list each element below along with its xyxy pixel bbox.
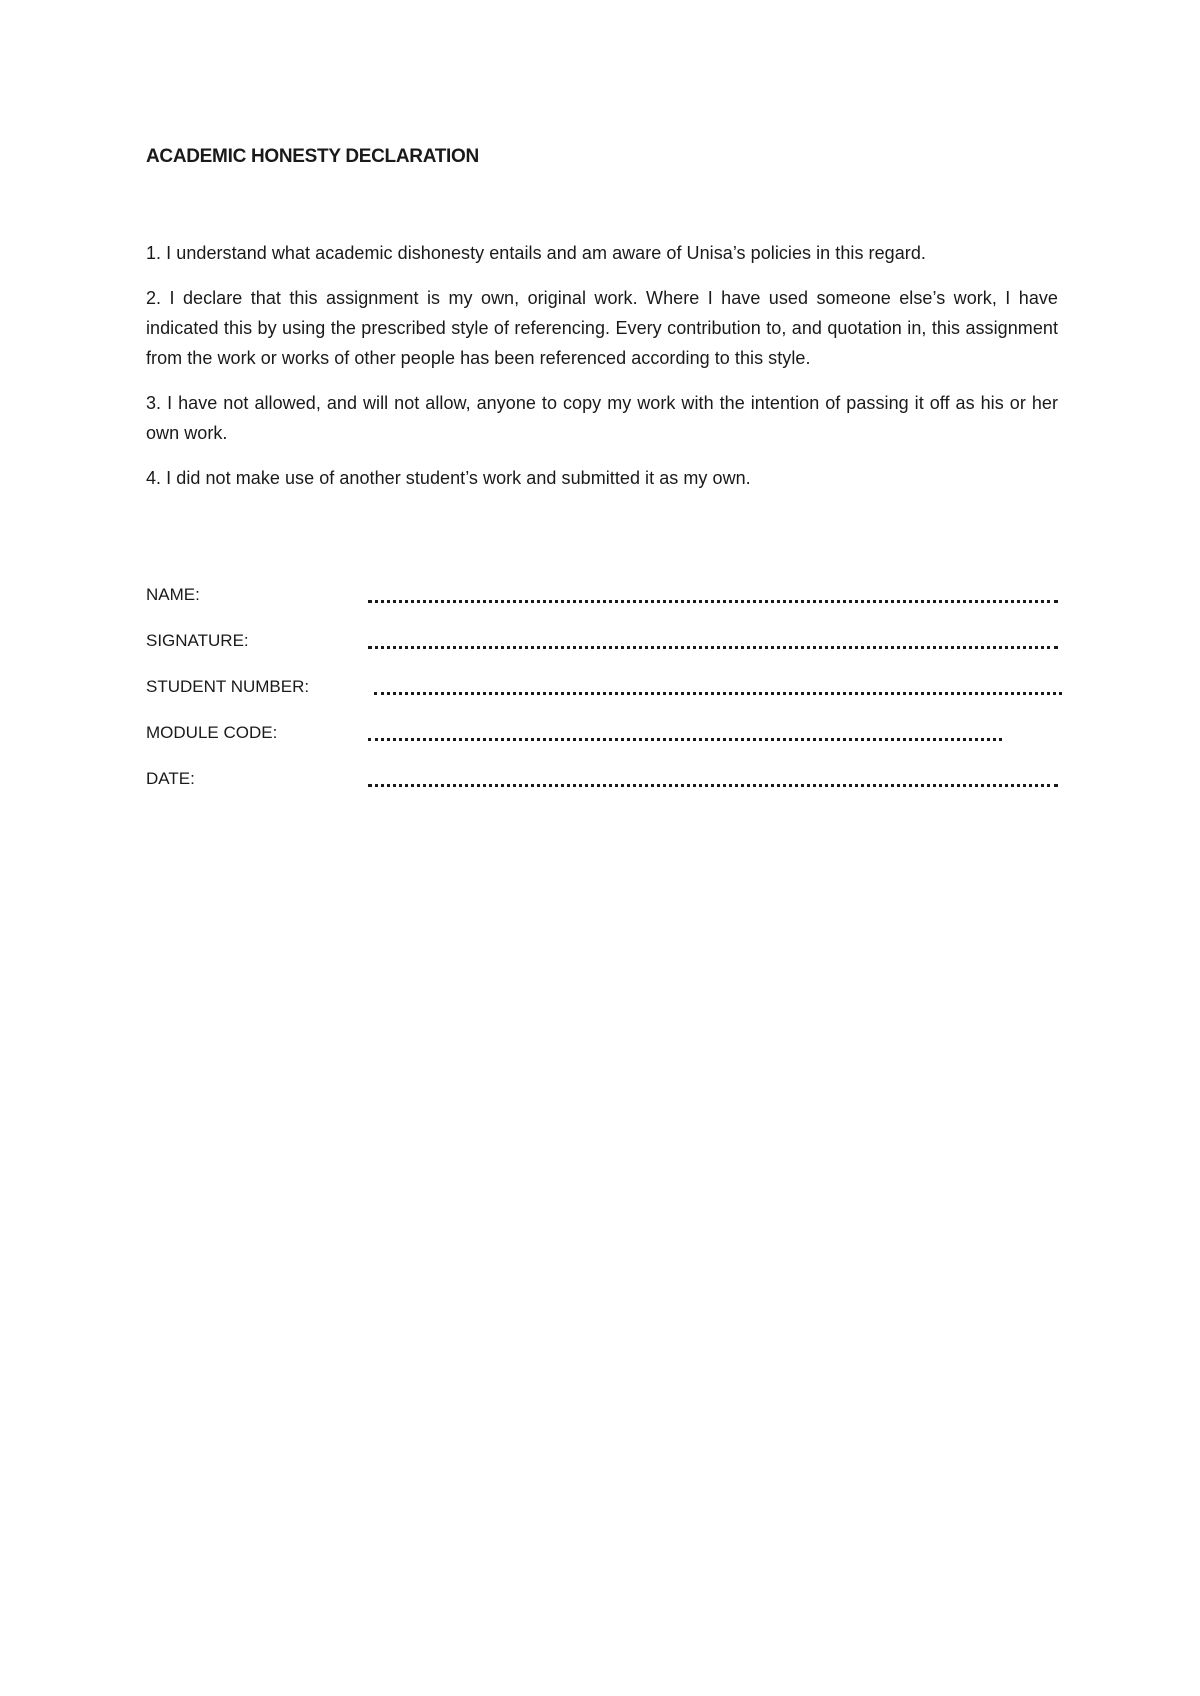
- declaration-item-1: 1. I understand what academic dishonesty entails and am aware of Unisa’s policies in this regard.: [146, 243, 926, 263]
- signature-fields: [146, 583, 1066, 813]
- date-label: DATE:: [146, 769, 195, 788]
- signature-label: SIGNATURE:: [146, 631, 249, 650]
- student-number-field-row: [146, 675, 1066, 721]
- module-code-fill-line[interactable]: [368, 738, 1002, 741]
- date-fill-line[interactable]: [368, 784, 1058, 787]
- declaration-item-2: 2. I declare that this assignment is my own, original work. Where I have used someone else’s work, I have indicated this by using the prescribed style of referencing. Every contribution to, and quotation in, this assignment from the work or works of other people has been referenced according to this style.: [146, 288, 1058, 368]
- signature-field-row: [146, 629, 1066, 675]
- name-field-row: [146, 583, 1066, 629]
- declaration-list: [146, 238, 1058, 508]
- student-number-fill-line[interactable]: [374, 692, 1062, 695]
- declaration-item-3: 3. I have not allowed, and will not allow, anyone to copy my work with the intention of passing it off as his or her own work.: [146, 393, 1058, 443]
- student-number-label: STUDENT NUMBER:: [146, 677, 310, 696]
- declaration-item-4: 4. I did not make use of another student’s work and submitted it as my own.: [146, 468, 751, 488]
- signature-fill-line[interactable]: [368, 646, 1058, 649]
- module-code-field-row: [146, 721, 1066, 767]
- document-title: ACADEMIC HONESTY DECLARATION: [146, 146, 479, 167]
- date-field-row: [146, 767, 1066, 813]
- module-code-label: MODULE CODE:: [146, 723, 278, 742]
- name-fill-line[interactable]: [368, 600, 1058, 603]
- name-label: NAME:: [146, 585, 200, 604]
